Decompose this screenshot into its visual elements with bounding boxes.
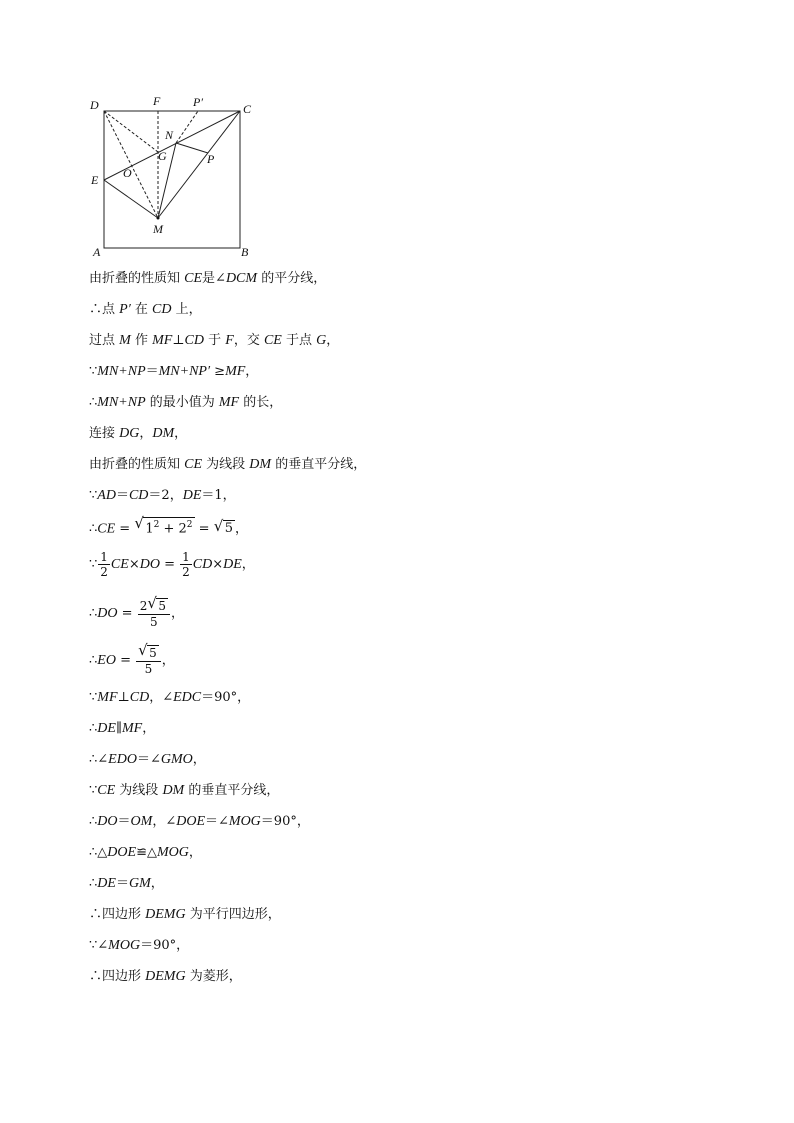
t: ，: [245, 364, 259, 379]
label-e: E: [91, 173, 99, 187]
line-18: [89, 845, 202, 861]
t: ∵: [89, 783, 98, 798]
t: 的长，: [239, 395, 283, 410]
line-em: [104, 180, 158, 218]
t: DM: [152, 426, 175, 441]
t: ∴: [89, 653, 98, 668]
t: ∴: [89, 606, 98, 621]
t: ，: [241, 557, 255, 572]
t: ＝90°，: [201, 690, 251, 705]
t: CE: [110, 557, 129, 572]
t: ∴: [89, 521, 98, 537]
t: DOE: [176, 814, 205, 829]
line-19: [89, 876, 164, 892]
t: MF: [225, 364, 246, 379]
t: DO: [97, 814, 118, 829]
geometry-figure: [86, 90, 266, 258]
sqrt-expression: √ $1^2 + 2^2$: [134, 514, 193, 537]
t: MF: [152, 333, 173, 348]
t: ∴△: [89, 845, 108, 860]
t: ⊥: [117, 690, 130, 705]
t: OM: [130, 814, 153, 829]
label-f: F: [153, 94, 161, 108]
t: ∴∠: [89, 752, 109, 767]
line-13: [89, 690, 250, 706]
line-7: [89, 457, 366, 473]
point-m: [157, 217, 160, 220]
t: DE: [223, 557, 242, 572]
t: ，: [170, 606, 184, 621]
t: ，: [161, 653, 175, 668]
t: MF: [218, 395, 240, 410]
t: 的垂直平分线，: [184, 783, 280, 798]
t: DE: [97, 721, 116, 736]
t: CD: [128, 488, 149, 503]
t: + 2: [159, 521, 187, 537]
t: DO: [97, 606, 118, 621]
t: MF: [121, 721, 143, 736]
line-20: [89, 907, 281, 923]
t: ＝: [145, 364, 159, 379]
t: 2: [153, 520, 160, 530]
t: DG: [119, 426, 140, 441]
t: ∴: [89, 876, 98, 891]
t: ，: [192, 752, 206, 767]
t: CE: [97, 783, 116, 798]
t: MN+NP′: [158, 364, 211, 379]
t: =: [159, 557, 180, 572]
t: 是∠: [202, 271, 226, 286]
t: CE: [184, 271, 203, 286]
line-11: [89, 594, 184, 629]
label-d: D: [90, 98, 99, 112]
t: EDC: [173, 690, 202, 705]
t: ＝: [115, 876, 129, 891]
t: CD: [184, 333, 204, 348]
t: =: [194, 521, 214, 537]
t: F: [225, 333, 234, 348]
fraction-do: 2 √ 5 5: [138, 598, 170, 629]
line-8: [89, 488, 236, 504]
t: CE: [97, 521, 116, 537]
t: MOG: [108, 938, 141, 953]
dashed-dg: [104, 111, 158, 152]
t: ＝∠: [136, 752, 161, 767]
t: 连接: [89, 426, 120, 441]
t: ×: [212, 557, 224, 572]
t: ∴点: [89, 302, 120, 317]
t: 上，: [171, 302, 202, 317]
label-p-prime: P′: [193, 95, 203, 109]
t: ∥: [115, 721, 122, 736]
fraction-half: $\frac{1}{2}$: [100, 550, 108, 579]
t: DEMG: [145, 969, 186, 984]
t: ∴: [89, 395, 98, 410]
t: DO: [139, 557, 160, 572]
t: ＝∠: [205, 814, 229, 829]
t: 的平分线，: [257, 271, 327, 286]
t: ∵∠: [89, 938, 109, 953]
t: MOG: [228, 814, 261, 829]
t: ，: [326, 333, 340, 348]
t: ∴: [89, 721, 98, 736]
line-2: [89, 302, 202, 318]
t: CE: [184, 457, 203, 472]
t: ，交: [233, 333, 264, 348]
line-22: [89, 969, 242, 985]
t: ＝90°，: [140, 938, 190, 953]
t: =: [115, 521, 135, 537]
t: ＝2，: [148, 488, 183, 503]
t: 为菱形，: [185, 969, 242, 984]
t: ∵: [89, 557, 98, 572]
t: DOE: [107, 845, 137, 860]
t: =: [117, 606, 137, 621]
label-c: C: [243, 102, 252, 116]
t: 2: [186, 520, 193, 530]
line-14: [89, 721, 155, 737]
t: MF: [97, 690, 118, 705]
label-a: A: [93, 245, 101, 258]
t: EDO: [108, 752, 137, 767]
line-10: [89, 550, 255, 579]
t: DCM: [225, 271, 258, 286]
label-m: M: [153, 222, 163, 236]
fraction-eo: √ 5 5: [136, 645, 161, 676]
t: =: [115, 653, 136, 668]
t: P′: [119, 302, 131, 317]
fraction-half: $\frac{1}{2}$: [182, 550, 190, 579]
t: DM: [162, 783, 185, 798]
t: CD: [129, 690, 150, 705]
t: ∵: [89, 690, 98, 705]
t: ∴四边形: [89, 969, 146, 984]
t: ，∠: [152, 814, 177, 829]
t: ，: [188, 845, 202, 860]
sqrt-5: √ 5: [213, 517, 233, 537]
t: ∵: [89, 364, 98, 379]
line-1: [89, 271, 326, 287]
t: 在: [130, 302, 153, 317]
t: M: [119, 333, 131, 348]
t: ＝: [117, 814, 131, 829]
t: ×: [128, 557, 140, 572]
line-16: [89, 783, 279, 799]
t: ＝1，: [201, 488, 236, 503]
t: ，: [174, 426, 188, 441]
t: 作: [130, 333, 153, 348]
t: CE: [263, 333, 282, 348]
t: ∴: [89, 814, 98, 829]
t: DM: [249, 457, 272, 472]
t: ≥: [210, 364, 226, 379]
t: ，: [142, 721, 156, 736]
t: CD: [192, 557, 213, 572]
t: DEMG: [145, 907, 186, 922]
t: ，∠: [149, 690, 174, 705]
t: DE: [182, 488, 202, 503]
t: MOG: [156, 845, 189, 860]
line-5: [89, 395, 282, 411]
line-12: [89, 641, 175, 676]
t: 由折叠的性质知: [89, 271, 185, 286]
t: MN+NP: [97, 364, 146, 379]
t: ∵: [89, 488, 98, 503]
t: ⊥: [172, 333, 185, 348]
label-n: N: [165, 128, 174, 142]
line-9: [89, 514, 248, 537]
label-b: B: [241, 245, 249, 258]
t: 的垂直平分线，: [271, 457, 367, 472]
t: ∴四边形: [89, 907, 146, 922]
t: DE: [97, 876, 116, 891]
line-np: [176, 143, 208, 153]
t: 于: [203, 333, 226, 348]
label-p: P: [207, 152, 215, 166]
line-4: [89, 364, 258, 380]
line-15: [89, 752, 206, 768]
t: 为线段: [202, 457, 250, 472]
t: 为线段: [115, 783, 163, 798]
t: ＝90°，: [260, 814, 310, 829]
t: G: [316, 333, 327, 348]
dashed-dm: [104, 111, 158, 218]
label-o: O: [123, 166, 132, 180]
t: ≌△: [136, 845, 157, 860]
t: 于点: [281, 333, 317, 348]
t: AD: [97, 488, 116, 503]
t: EO: [97, 653, 116, 668]
t: GMO: [160, 752, 193, 767]
t: CD: [152, 302, 172, 317]
t: GM: [128, 876, 151, 891]
geometry-diagram: [86, 90, 266, 258]
line-3: [89, 333, 339, 349]
t: 过点: [89, 333, 120, 348]
line-21: [89, 938, 189, 954]
t: MN+NP: [97, 395, 146, 410]
t: ，: [234, 521, 248, 537]
t: ，: [139, 426, 153, 441]
t: 由折叠的性质知: [89, 457, 185, 472]
t: ，: [150, 876, 164, 891]
t: 为平行四边形，: [185, 907, 281, 922]
line-17: [89, 814, 310, 830]
label-g: G: [158, 149, 167, 163]
line-6: [89, 426, 187, 442]
t: ＝: [115, 488, 129, 503]
t: 1: [145, 521, 154, 537]
t: 的最小值为: [145, 395, 219, 410]
